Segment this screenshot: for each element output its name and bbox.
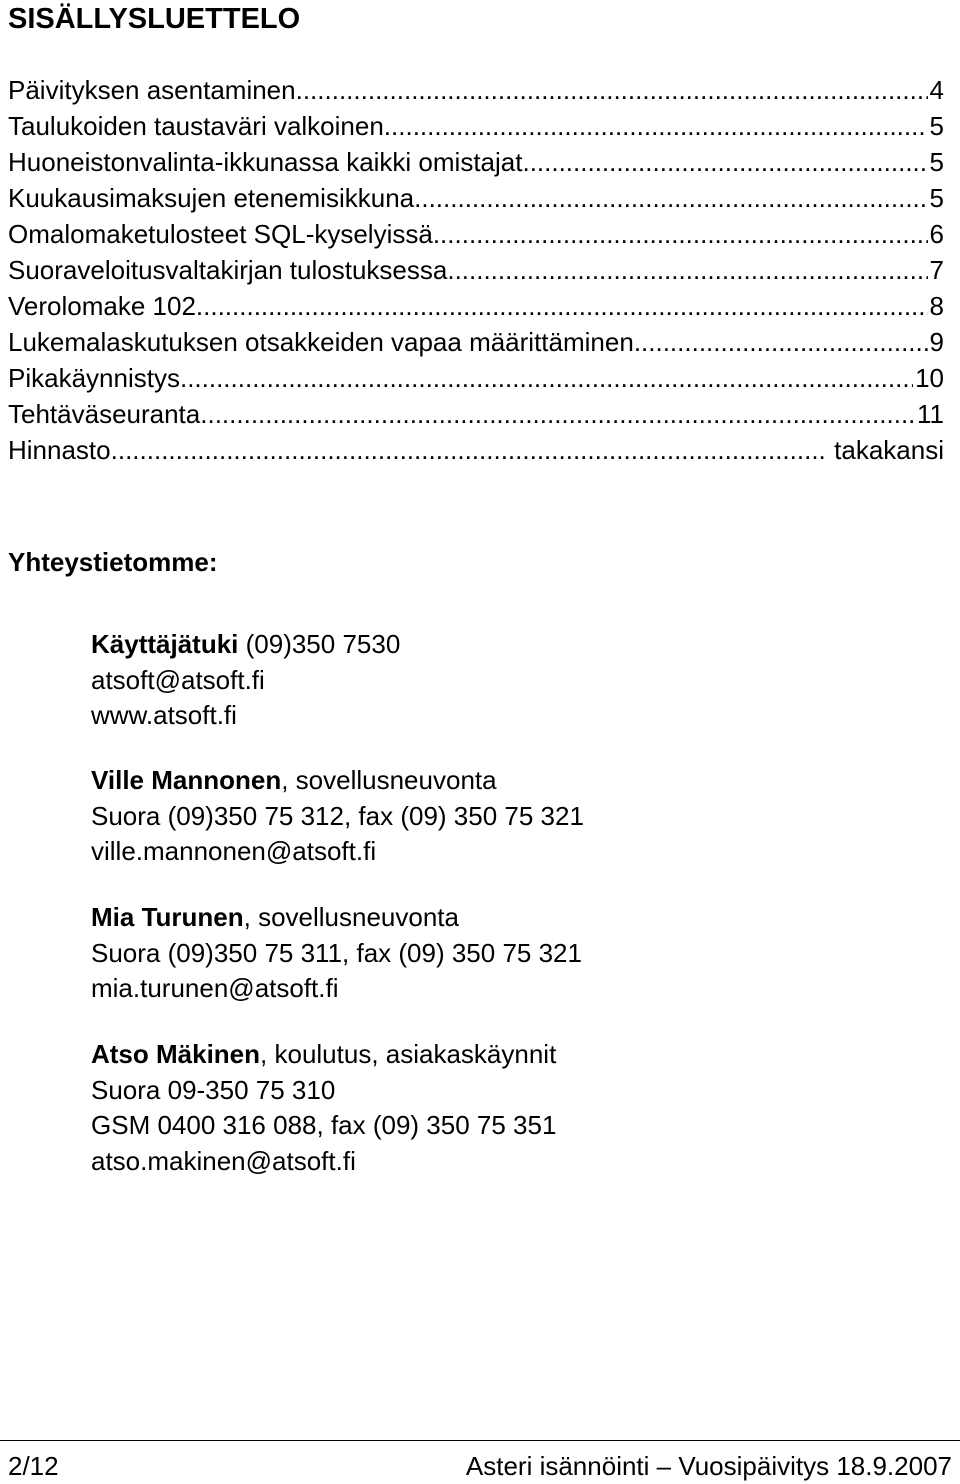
- document-name: Asteri isännöinti – Vuosipäivitys 18.9.2007: [465, 1451, 952, 1481]
- toc-entry-page: 11: [917, 399, 944, 429]
- contact-person: [91, 763, 584, 870]
- toc-entry[interactable]: [8, 72, 944, 108]
- toc-leader: [111, 432, 827, 468]
- toc-entry[interactable]: [8, 252, 944, 288]
- toc-entry-page: 10: [915, 363, 944, 393]
- toc-entry[interactable]: [8, 360, 944, 396]
- toc-leader: [522, 144, 927, 180]
- page-footer: [0, 1440, 960, 1481]
- toc-entry-page: 4: [929, 75, 944, 105]
- support-contact: [91, 627, 400, 734]
- toc-entry-label: Hinnasto: [8, 435, 111, 465]
- contact-role: , sovellusneuvonta: [281, 765, 497, 795]
- toc-entry[interactable]: [8, 396, 944, 432]
- toc-entry[interactable]: [8, 288, 944, 324]
- support-website[interactable]: www.atsoft.fi: [91, 700, 237, 730]
- toc-leader: [196, 288, 928, 324]
- toc-leader: [433, 216, 928, 252]
- toc-leader: [384, 108, 928, 144]
- toc-leader: [414, 180, 927, 216]
- contact-name: Mia Turunen: [91, 902, 244, 932]
- toc-entry-label: Kuukausimaksujen etenemisikkuna: [8, 183, 415, 213]
- page-number: 2/12: [8, 1451, 59, 1481]
- toc-leader: [180, 360, 913, 396]
- toc-entry-label: Verolomake 102: [8, 291, 196, 321]
- contact-person: [91, 1037, 556, 1179]
- toc-entry-label: Taulukoiden taustaväri valkoinen: [8, 111, 384, 141]
- toc-entry-label: Huoneistonvalinta-ikkunassa kaikki omistajat: [8, 147, 523, 177]
- toc-leader: [200, 396, 915, 432]
- contact-name: Ville Mannonen: [91, 765, 282, 795]
- toc-leader: [296, 72, 928, 108]
- toc-entry-page: takakansi: [834, 435, 944, 465]
- toc-entry-page: 5: [929, 147, 944, 177]
- contact-email[interactable]: ville.mannonen@atsoft.fi: [91, 836, 377, 866]
- toc-entry[interactable]: [8, 432, 944, 468]
- toc-entry-page: 5: [929, 183, 944, 213]
- toc-leader: [447, 252, 927, 288]
- support-phone: (09)350 7530: [238, 629, 401, 659]
- toc-entry-page: 7: [929, 255, 944, 285]
- toc-entry-label: Omalomaketulosteet SQL-kyselyissä: [8, 219, 433, 249]
- toc-entry-page: 6: [929, 219, 944, 249]
- page-title: SISÄLLYSLUETTELO: [8, 3, 301, 35]
- toc-entry-label: Tehtäväseuranta: [8, 399, 201, 429]
- contact-phone: Suora 09-350 75 310: [91, 1074, 336, 1105]
- contact-phone-gsm: GSM 0400 316 088, fax (09) 350 75 351: [91, 1110, 557, 1140]
- toc-entry-label: Päivityksen asentaminen: [8, 75, 296, 105]
- contact-email[interactable]: mia.turunen@atsoft.fi: [91, 973, 339, 1003]
- toc-entry-label: Pikakäynnistys: [8, 363, 180, 393]
- contact-name: Atso Mäkinen: [91, 1039, 261, 1069]
- contact-role: , sovellusneuvonta: [243, 902, 459, 932]
- support-name: Käyttäjätuki: [91, 629, 239, 659]
- toc-entry[interactable]: [8, 108, 944, 144]
- toc-entry[interactable]: [8, 324, 944, 360]
- toc-entry-page: 9: [929, 327, 944, 357]
- toc-entry[interactable]: [8, 180, 944, 216]
- support-email[interactable]: atsoft@atsoft.fi: [91, 664, 265, 695]
- table-of-contents: [8, 72, 944, 468]
- contact-role: , koulutus, asiakaskäynnit: [260, 1039, 557, 1069]
- toc-entry-label: Suoraveloitusvaltakirjan tulostuksessa: [8, 255, 448, 285]
- toc-entry[interactable]: [8, 144, 944, 180]
- contact-person: [91, 900, 582, 1007]
- contact-email[interactable]: atso.makinen@atsoft.fi: [91, 1145, 356, 1176]
- contact-phone: Suora (09)350 75 312, fax (09) 350 75 321: [91, 800, 584, 831]
- contacts-heading: Yhteystietomme:: [8, 547, 218, 577]
- toc-entry[interactable]: [8, 216, 944, 252]
- toc-entry-label: Lukemalaskutuksen otsakkeiden vapaa määrittäminen: [8, 327, 634, 357]
- contact-phone: Suora (09)350 75 311, fax (09) 350 75 321: [91, 937, 582, 968]
- toc-entry-page: 8: [929, 291, 944, 321]
- toc-entry-page: 5: [929, 111, 944, 141]
- toc-leader: [634, 324, 928, 360]
